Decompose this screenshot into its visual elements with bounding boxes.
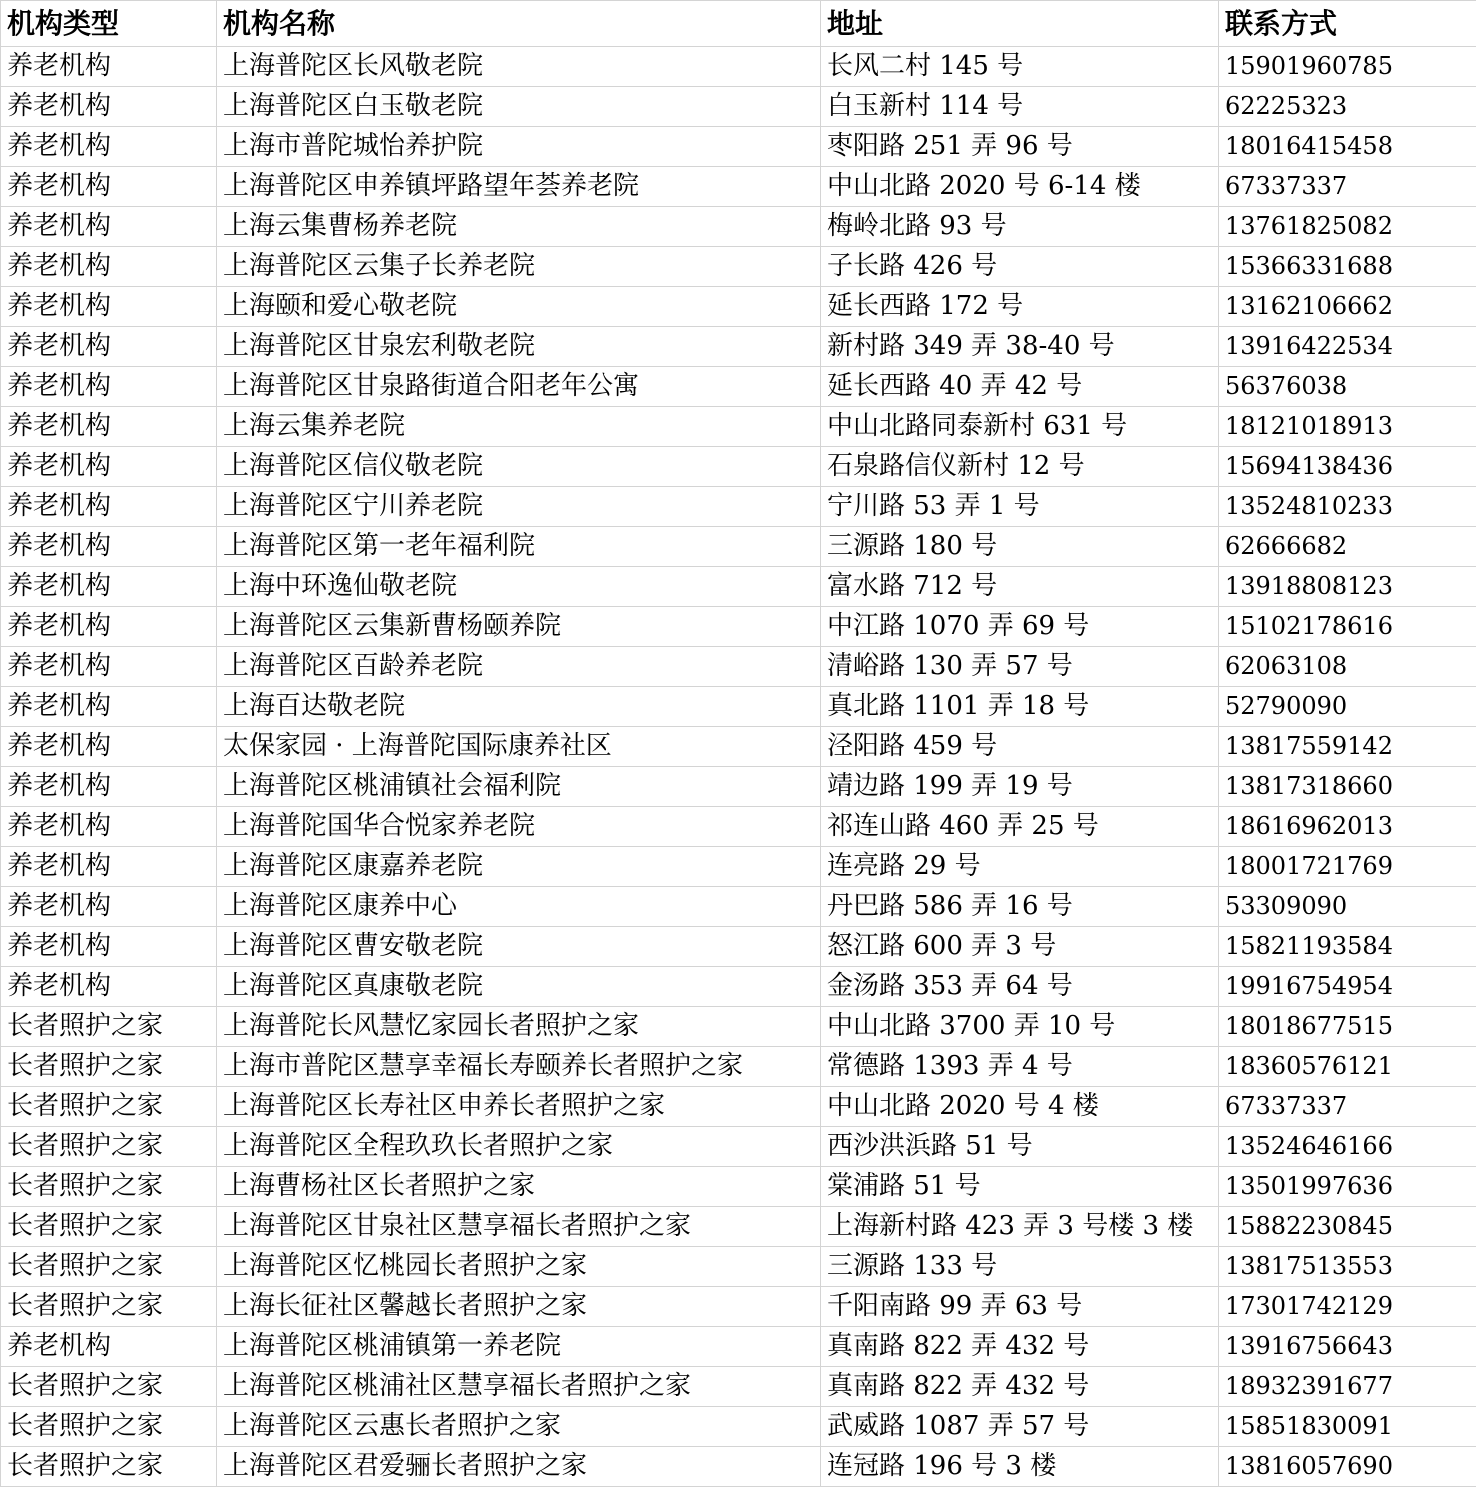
- cell-type: 长者照护之家: [1, 1087, 217, 1127]
- cell-address: 丹巴路 586 弄 16 号: [821, 887, 1219, 927]
- table-row: [1, 1167, 1476, 1207]
- cell-contact: 18001721769: [1219, 847, 1476, 887]
- column-header-contact: 联系方式: [1219, 1, 1476, 47]
- cell-name: 上海市普陀城怡养护院: [217, 127, 821, 167]
- table-row: [1, 47, 1476, 87]
- cell-type: 养老机构: [1, 807, 217, 847]
- cell-address: 清峪路 130 弄 57 号: [821, 647, 1219, 687]
- cell-type: 长者照护之家: [1, 1047, 217, 1087]
- cell-contact: 13524810233: [1219, 487, 1476, 527]
- table-row: [1, 167, 1476, 207]
- table-row: [1, 247, 1476, 287]
- cell-address: 真北路 1101 弄 18 号: [821, 687, 1219, 727]
- cell-contact: 62225323: [1219, 87, 1476, 127]
- cell-contact: 19916754954: [1219, 967, 1476, 1007]
- table-row: [1, 1447, 1476, 1487]
- table-row: [1, 1247, 1476, 1287]
- cell-name: 上海普陀长风慧忆家园长者照护之家: [217, 1007, 821, 1047]
- cell-type: 养老机构: [1, 927, 217, 967]
- column-header-type: 机构类型: [1, 1, 217, 47]
- cell-type: 养老机构: [1, 167, 217, 207]
- cell-name: 上海普陀国华合悦家养老院: [217, 807, 821, 847]
- cell-address: 梅岭北路 93 号: [821, 207, 1219, 247]
- cell-contact: 62666682: [1219, 527, 1476, 567]
- cell-address: 延长西路 40 弄 42 号: [821, 367, 1219, 407]
- cell-contact: 67337337: [1219, 1087, 1476, 1127]
- cell-address: 三源路 180 号: [821, 527, 1219, 567]
- cell-contact: 17301742129: [1219, 1287, 1476, 1327]
- table-row: [1, 127, 1476, 167]
- cell-address: 西沙洪浜路 51 号: [821, 1127, 1219, 1167]
- table-row: [1, 727, 1476, 767]
- cell-contact: 18616962013: [1219, 807, 1476, 847]
- table-row: [1, 1007, 1476, 1047]
- cell-contact: 15366331688: [1219, 247, 1476, 287]
- cell-address: 延长西路 172 号: [821, 287, 1219, 327]
- cell-contact: 18121018913: [1219, 407, 1476, 447]
- cell-name: 上海普陀区信仪敬老院: [217, 447, 821, 487]
- cell-name: 上海普陀区桃浦社区慧享福长者照护之家: [217, 1367, 821, 1407]
- cell-address: 泾阳路 459 号: [821, 727, 1219, 767]
- table-row: [1, 527, 1476, 567]
- cell-address: 连亮路 29 号: [821, 847, 1219, 887]
- cell-type: 养老机构: [1, 447, 217, 487]
- cell-name: 上海普陀区忆桃园长者照护之家: [217, 1247, 821, 1287]
- cell-contact: 15882230845: [1219, 1207, 1476, 1247]
- cell-address: 靖边路 199 弄 19 号: [821, 767, 1219, 807]
- cell-type: 长者照护之家: [1, 1167, 217, 1207]
- cell-type: 养老机构: [1, 727, 217, 767]
- cell-name: 太保家园 · 上海普陀国际康养社区: [217, 727, 821, 767]
- cell-contact: 15851830091: [1219, 1407, 1476, 1447]
- cell-address: 白玉新村 114 号: [821, 87, 1219, 127]
- cell-type: 养老机构: [1, 47, 217, 87]
- cell-type: 长者照护之家: [1, 1207, 217, 1247]
- cell-address: 枣阳路 251 弄 96 号: [821, 127, 1219, 167]
- table-row: [1, 647, 1476, 687]
- cell-contact: 18932391677: [1219, 1367, 1476, 1407]
- cell-contact: 13817513553: [1219, 1247, 1476, 1287]
- cell-contact: 18016415458: [1219, 127, 1476, 167]
- cell-type: 养老机构: [1, 607, 217, 647]
- table-row: [1, 567, 1476, 607]
- cell-type: 长者照护之家: [1, 1287, 217, 1327]
- cell-type: 养老机构: [1, 287, 217, 327]
- cell-name: 上海普陀区云惠长者照护之家: [217, 1407, 821, 1447]
- cell-contact: 13916422534: [1219, 327, 1476, 367]
- cell-contact: 13817318660: [1219, 767, 1476, 807]
- cell-address: 金汤路 353 弄 64 号: [821, 967, 1219, 1007]
- cell-address: 真南路 822 弄 432 号: [821, 1327, 1219, 1367]
- cell-name: 上海普陀区康养中心: [217, 887, 821, 927]
- cell-name: 上海普陀区康嘉养老院: [217, 847, 821, 887]
- cell-address: 武威路 1087 弄 57 号: [821, 1407, 1219, 1447]
- cell-name: 上海普陀区云集子长养老院: [217, 247, 821, 287]
- table-row: [1, 967, 1476, 1007]
- cell-type: 养老机构: [1, 687, 217, 727]
- cell-type: 养老机构: [1, 487, 217, 527]
- cell-type: 养老机构: [1, 527, 217, 567]
- table-row: [1, 1127, 1476, 1167]
- table-header: [1, 1, 1476, 47]
- table-row: [1, 87, 1476, 127]
- table-row: [1, 607, 1476, 647]
- cell-name: 上海云集曹杨养老院: [217, 207, 821, 247]
- table-row: [1, 1087, 1476, 1127]
- cell-type: 养老机构: [1, 887, 217, 927]
- table-row: [1, 887, 1476, 927]
- cell-contact: 62063108: [1219, 647, 1476, 687]
- table-row: [1, 487, 1476, 527]
- cell-type: 长者照护之家: [1, 1407, 217, 1447]
- cell-type: 长者照护之家: [1, 1007, 217, 1047]
- cell-contact: 13817559142: [1219, 727, 1476, 767]
- cell-name: 上海普陀区宁川养老院: [217, 487, 821, 527]
- cell-type: 长者照护之家: [1, 1127, 217, 1167]
- cell-contact: 13524646166: [1219, 1127, 1476, 1167]
- table-row: [1, 1207, 1476, 1247]
- cell-contact: 15102178616: [1219, 607, 1476, 647]
- table-row: [1, 327, 1476, 367]
- cell-address: 中山北路 2020 号 4 楼: [821, 1087, 1219, 1127]
- cell-type: 养老机构: [1, 647, 217, 687]
- cell-address: 石泉路信仪新村 12 号: [821, 447, 1219, 487]
- header-row: [1, 1, 1476, 47]
- table-row: [1, 367, 1476, 407]
- cell-name: 上海百达敬老院: [217, 687, 821, 727]
- cell-type: 养老机构: [1, 367, 217, 407]
- cell-address: 常德路 1393 弄 4 号: [821, 1047, 1219, 1087]
- cell-contact: 67337337: [1219, 167, 1476, 207]
- cell-address: 新村路 349 弄 38-40 号: [821, 327, 1219, 367]
- table-row: [1, 207, 1476, 247]
- cell-name: 上海普陀区长寿社区申养长者照护之家: [217, 1087, 821, 1127]
- cell-name: 上海普陀区白玉敬老院: [217, 87, 821, 127]
- table-row: [1, 1327, 1476, 1367]
- cell-type: 养老机构: [1, 247, 217, 287]
- cell-name: 上海中环逸仙敬老院: [217, 567, 821, 607]
- cell-contact: 18018677515: [1219, 1007, 1476, 1047]
- cell-type: 养老机构: [1, 87, 217, 127]
- cell-name: 上海曹杨社区长者照护之家: [217, 1167, 821, 1207]
- column-header-address: 地址: [821, 1, 1219, 47]
- table-row: [1, 447, 1476, 487]
- table-row: [1, 407, 1476, 447]
- cell-address: 上海新村路 423 弄 3 号楼 3 楼: [821, 1207, 1219, 1247]
- cell-address: 祁连山路 460 弄 25 号: [821, 807, 1219, 847]
- table-body: [1, 47, 1476, 1487]
- cell-contact: 13918808123: [1219, 567, 1476, 607]
- cell-contact: 15901960785: [1219, 47, 1476, 87]
- cell-address: 长风二村 145 号: [821, 47, 1219, 87]
- cell-type: 长者照护之家: [1, 1447, 217, 1487]
- cell-name: 上海普陀区桃浦镇社会福利院: [217, 767, 821, 807]
- table-row: [1, 1367, 1476, 1407]
- table-row: [1, 847, 1476, 887]
- cell-address: 子长路 426 号: [821, 247, 1219, 287]
- cell-name: 上海普陀区申养镇坪路望年荟养老院: [217, 167, 821, 207]
- cell-address: 中江路 1070 弄 69 号: [821, 607, 1219, 647]
- cell-name: 上海普陀区甘泉宏利敬老院: [217, 327, 821, 367]
- table-row: [1, 287, 1476, 327]
- cell-address: 棠浦路 51 号: [821, 1167, 1219, 1207]
- cell-contact: 52790090: [1219, 687, 1476, 727]
- cell-contact: 53309090: [1219, 887, 1476, 927]
- cell-type: 养老机构: [1, 207, 217, 247]
- table-row: [1, 1407, 1476, 1447]
- cell-address: 中山北路 3700 弄 10 号: [821, 1007, 1219, 1047]
- cell-contact: 56376038: [1219, 367, 1476, 407]
- cell-name: 上海普陀区长风敬老院: [217, 47, 821, 87]
- cell-name: 上海普陀区真康敬老院: [217, 967, 821, 1007]
- table-row: [1, 1287, 1476, 1327]
- cell-address: 中山北路 2020 号 6-14 楼: [821, 167, 1219, 207]
- table-row: [1, 1047, 1476, 1087]
- cell-type: 养老机构: [1, 847, 217, 887]
- cell-name: 上海普陀区云集新曹杨颐养院: [217, 607, 821, 647]
- cell-name: 上海普陀区甘泉路街道合阳老年公寓: [217, 367, 821, 407]
- cell-address: 宁川路 53 弄 1 号: [821, 487, 1219, 527]
- cell-address: 真南路 822 弄 432 号: [821, 1367, 1219, 1407]
- cell-address: 千阳南路 99 弄 63 号: [821, 1287, 1219, 1327]
- cell-type: 长者照护之家: [1, 1247, 217, 1287]
- table-row: [1, 687, 1476, 727]
- cell-address: 三源路 133 号: [821, 1247, 1219, 1287]
- cell-name: 上海颐和爱心敬老院: [217, 287, 821, 327]
- table-row: [1, 767, 1476, 807]
- cell-type: 长者照护之家: [1, 1367, 217, 1407]
- cell-name: 上海普陀区桃浦镇第一养老院: [217, 1327, 821, 1367]
- cell-address: 怒江路 600 弄 3 号: [821, 927, 1219, 967]
- cell-name: 上海普陀区君爱骊长者照护之家: [217, 1447, 821, 1487]
- cell-name: 上海长征社区馨越长者照护之家: [217, 1287, 821, 1327]
- cell-type: 养老机构: [1, 1327, 217, 1367]
- cell-address: 中山北路同泰新村 631 号: [821, 407, 1219, 447]
- cell-contact: 13761825082: [1219, 207, 1476, 247]
- table-row: [1, 927, 1476, 967]
- cell-name: 上海市普陀区慧享幸福长寿颐养长者照护之家: [217, 1047, 821, 1087]
- cell-contact: 18360576121: [1219, 1047, 1476, 1087]
- cell-type: 养老机构: [1, 567, 217, 607]
- cell-type: 养老机构: [1, 967, 217, 1007]
- cell-name: 上海云集养老院: [217, 407, 821, 447]
- cell-contact: 15821193584: [1219, 927, 1476, 967]
- cell-name: 上海普陀区甘泉社区慧享福长者照护之家: [217, 1207, 821, 1247]
- cell-type: 养老机构: [1, 767, 217, 807]
- cell-name: 上海普陀区曹安敬老院: [217, 927, 821, 967]
- cell-type: 养老机构: [1, 127, 217, 167]
- cell-contact: 13501997636: [1219, 1167, 1476, 1207]
- table-row: [1, 807, 1476, 847]
- cell-contact: 13162106662: [1219, 287, 1476, 327]
- cell-name: 上海普陀区第一老年福利院: [217, 527, 821, 567]
- cell-type: 养老机构: [1, 407, 217, 447]
- cell-name: 上海普陀区百龄养老院: [217, 647, 821, 687]
- cell-contact: 13816057690: [1219, 1447, 1476, 1487]
- cell-address: 富水路 712 号: [821, 567, 1219, 607]
- cell-type: 养老机构: [1, 327, 217, 367]
- cell-name: 上海普陀区全程玖玖长者照护之家: [217, 1127, 821, 1167]
- cell-address: 连冠路 196 号 3 楼: [821, 1447, 1219, 1487]
- cell-contact: 13916756643: [1219, 1327, 1476, 1367]
- cell-contact: 15694138436: [1219, 447, 1476, 487]
- column-header-name: 机构名称: [217, 1, 821, 47]
